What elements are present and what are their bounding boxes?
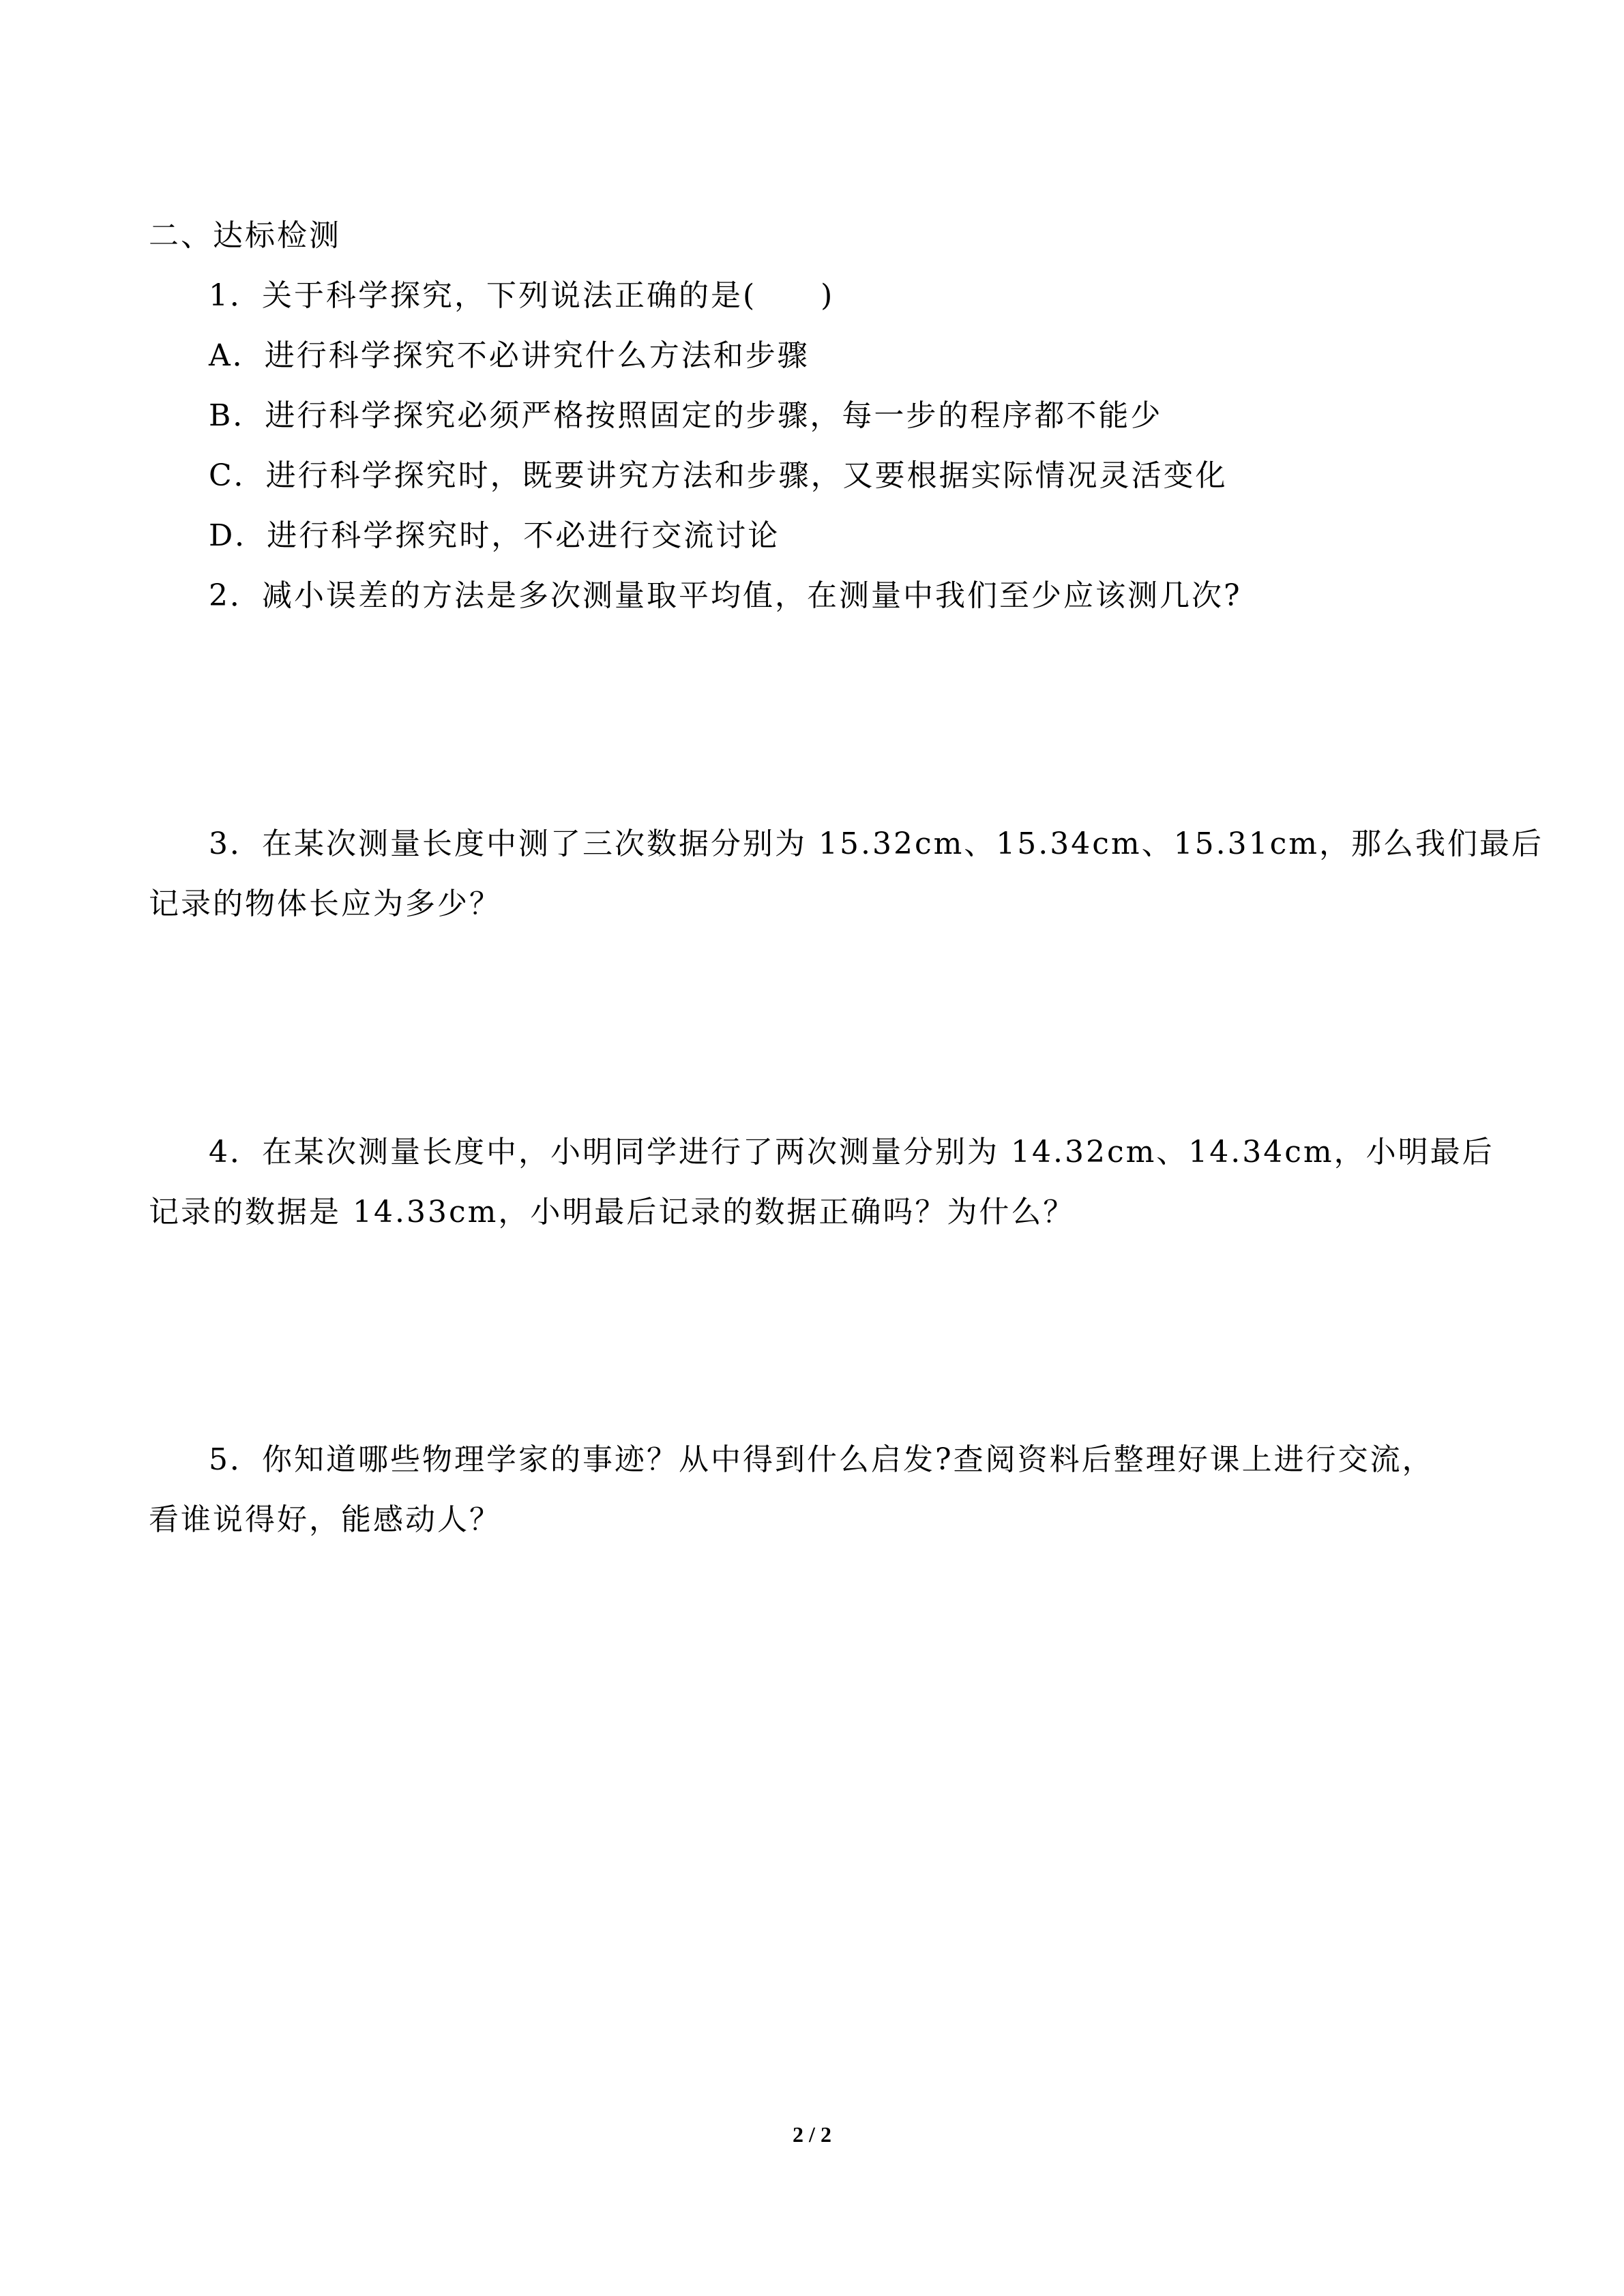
- question-2: 2．减小误差的方法是多次测量取平均值，在测量中我们至少应该测几次?: [209, 578, 1242, 613]
- question-1-option-a: A．进行科学探究不必讲究什么方法和步骤: [209, 338, 810, 373]
- question-1-stem: 1．关于科学探究，下列说法正确的是( ): [209, 278, 835, 313]
- section-title: 二、达标检测: [149, 218, 341, 253]
- question-3-line-2: 记录的物体长应为多少？: [149, 886, 501, 921]
- question-1-option-c: C．进行科学探究时，既要讲究方法和步骤，又要根据实际情况灵活变化: [209, 458, 1228, 493]
- question-1-option-d: D．进行科学探究时，不必进行交流讨论: [209, 518, 780, 553]
- question-3-line-1: 3．在某次测量长度中测了三次数据分别为 15.32cm、15.34cm、15.31cm，那么我们最后: [209, 826, 1544, 861]
- question-4-line-2: 记录的数据是 14.33cm，小明最后记录的数据正确吗？为什么？: [149, 1195, 1076, 1229]
- question-5-line-2: 看谁说得好，能感动人？: [149, 1502, 501, 1537]
- question-1-option-b: B．进行科学探究必须严格按照固定的步骤，每一步的程序都不能少: [209, 398, 1163, 433]
- question-5-line-1: 5．你知道哪些物理学家的事迹？从中得到什么启发?查阅资料后整理好课上进行交流，: [209, 1442, 1434, 1477]
- question-4-line-1: 4．在某次测量长度中，小明同学进行了两次测量分别为 14.32cm、14.34cm，小明最后: [209, 1135, 1494, 1169]
- page-number: 2 / 2: [793, 2122, 831, 2147]
